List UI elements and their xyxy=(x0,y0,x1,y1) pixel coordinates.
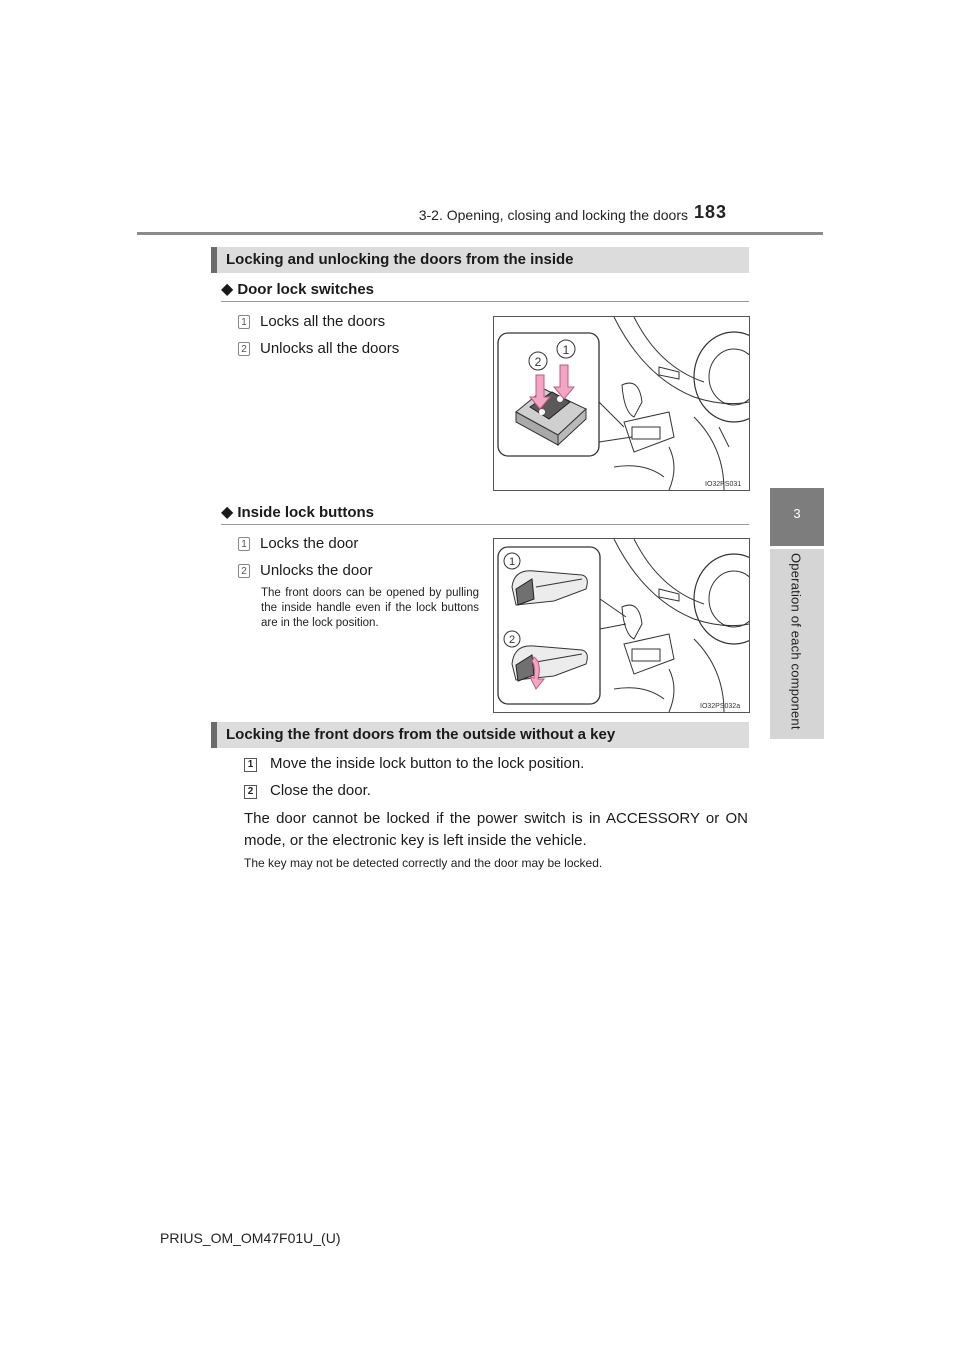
figure-door-lock-switches xyxy=(493,316,750,491)
body-paragraph: The door cannot be locked if the power switch is in ACCESSORY or ON mode, or the electronic key is left inside the vehicle. xyxy=(244,810,748,849)
header-rule xyxy=(137,232,823,235)
inside-lock-note: The front doors can be opened by pulling the inside handle even if the lock buttons are in the lock position. xyxy=(261,587,479,629)
step-item: Close the door. xyxy=(270,782,371,799)
subheading-door-lock-switches: ◆ Door lock switches xyxy=(221,281,375,298)
list-item: Unlocks all the doors xyxy=(260,340,400,357)
footer-document-code: PRIUS_OM_OM47F01U_(U) xyxy=(160,1230,341,1246)
step-number-badge: 1 xyxy=(244,758,257,772)
step-item: Move the inside lock button to the lock position. xyxy=(270,755,585,772)
inside-lock-button-illustration xyxy=(494,539,749,712)
item-number-badge: 2 xyxy=(238,564,250,578)
subheading-rule xyxy=(221,524,749,525)
figure-code: IO32PS031 xyxy=(705,481,742,488)
svg-text:1: 1 xyxy=(562,343,570,357)
figure-code: IO32PS032a xyxy=(700,703,741,710)
list-item: Locks all the doors xyxy=(260,313,386,330)
diamond-bullet-icon: ◆ xyxy=(221,504,234,521)
diamond-bullet-icon: ◆ xyxy=(221,281,234,298)
svg-text:2: 2 xyxy=(534,355,542,369)
svg-text:2: 2 xyxy=(508,634,516,646)
step-number-badge: 2 xyxy=(244,785,257,799)
chapter-tab-label: Operation of each component xyxy=(788,553,804,730)
item-number-badge: 1 xyxy=(238,537,250,551)
item-number-badge: 1 xyxy=(238,315,250,329)
door-lock-switch-illustration xyxy=(494,317,749,490)
svg-text:1: 1 xyxy=(508,556,516,568)
section-heading-inside-locking: Locking and unlocking the doors from the inside xyxy=(211,247,749,273)
section-heading-outside-locking: Locking the front doors from the outside without a key xyxy=(211,722,749,748)
chapter-tab-number: 3 xyxy=(770,488,824,546)
caution-note: The key may not be detected correctly and the door may be locked. xyxy=(244,856,603,870)
list-item: Unlocks the door xyxy=(260,562,373,579)
list-item: Locks the door xyxy=(260,535,359,552)
subheading-inside-lock-buttons: ◆ Inside lock buttons xyxy=(221,504,374,521)
subheading-rule xyxy=(221,301,749,302)
running-header-section: 3-2. Opening, closing and locking the doors xyxy=(418,207,688,223)
item-number-badge: 2 xyxy=(238,342,250,356)
figure-inside-lock-buttons xyxy=(493,538,750,713)
page-number: 183 xyxy=(694,202,728,222)
